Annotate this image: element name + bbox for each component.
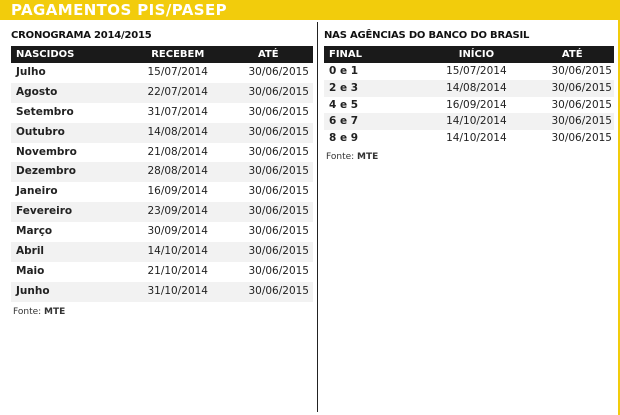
- cell-end: 30/06/2015: [248, 205, 309, 218]
- table-row: [11, 63, 313, 83]
- cell-month: Novembro: [16, 145, 77, 158]
- cell-start: 30/09/2014: [147, 225, 208, 238]
- cell-final: 2 e 3: [329, 81, 359, 94]
- bank-header-row: [324, 46, 614, 63]
- cell-end: 30/06/2015: [248, 185, 309, 198]
- table-row: [324, 97, 614, 114]
- bank-panel: [324, 29, 614, 162]
- table-row: [11, 162, 313, 182]
- table-row: [11, 83, 313, 103]
- schedule-panel: [11, 29, 313, 317]
- bank-caption: NAS AGÊNCIAS DO BANCO DO BRASIL: [324, 30, 530, 41]
- cell-end: 30/06/2015: [248, 125, 309, 138]
- source-label: Fonte:: [13, 306, 42, 317]
- cell-start: 23/09/2014: [147, 205, 208, 218]
- table-row: [11, 182, 313, 202]
- cell-final: 4 e 5: [329, 98, 359, 111]
- header-bar: [0, 0, 620, 20]
- cell-month: Março: [16, 225, 53, 238]
- source-label: Fonte:: [326, 151, 355, 162]
- schedule-header-row: [11, 46, 313, 63]
- cell-month: Outubro: [16, 125, 65, 138]
- cell-end: 30/06/2015: [248, 225, 309, 238]
- cell-start: 16/09/2014: [446, 98, 507, 111]
- source-value: MTE: [44, 306, 66, 317]
- col-recebem: RECEBEM: [151, 49, 205, 60]
- cell-month: Janeiro: [16, 185, 58, 198]
- table-row: [324, 80, 614, 97]
- table-row: [11, 103, 313, 123]
- bank-source: [324, 152, 614, 162]
- source-value: MTE: [357, 151, 379, 162]
- cell-end: 30/06/2015: [551, 65, 612, 77]
- cell-end: 30/06/2015: [551, 98, 612, 111]
- cell-month: Fevereiro: [16, 205, 73, 218]
- table-row: [11, 202, 313, 222]
- cell-end: 30/06/2015: [248, 145, 309, 158]
- cell-start: 14/08/2014: [147, 125, 208, 138]
- schedule-source: [11, 307, 313, 317]
- cell-start: 21/10/2014: [147, 264, 208, 277]
- table-row: [11, 143, 313, 163]
- col-final: FINAL: [329, 49, 363, 60]
- col-inicio: INÍCIO: [458, 49, 495, 60]
- table-row: [11, 262, 313, 282]
- schedule-body: [11, 63, 313, 302]
- cell-start: 14/10/2014: [446, 132, 507, 145]
- cell-end: 30/06/2015: [551, 132, 612, 145]
- col-ate: ATÉ: [561, 49, 583, 60]
- cell-end: 30/06/2015: [248, 245, 309, 258]
- cell-start: 28/08/2014: [147, 165, 208, 178]
- cell-start: 15/07/2014: [147, 66, 208, 78]
- cell-start: 31/07/2014: [147, 105, 208, 118]
- cell-start: 14/08/2014: [446, 81, 507, 94]
- column-divider: [317, 22, 318, 412]
- cell-final: 0 e 1: [329, 65, 359, 77]
- cell-final: 8 e 9: [329, 132, 359, 145]
- cell-end: 30/06/2015: [248, 165, 309, 178]
- cell-end: 30/06/2015: [248, 264, 309, 277]
- cell-final: 6 e 7: [329, 115, 359, 128]
- cell-start: 14/10/2014: [446, 115, 507, 128]
- cell-start: 31/10/2014: [147, 284, 208, 297]
- cell-month: Agosto: [16, 85, 58, 98]
- table-row: [324, 63, 614, 80]
- cell-start: 22/07/2014: [147, 85, 208, 98]
- cell-end: 30/06/2015: [551, 115, 612, 128]
- cell-month: Abril: [16, 245, 45, 258]
- table-row: [324, 130, 614, 147]
- cell-month: Julho: [16, 66, 46, 78]
- bank-body: [324, 63, 614, 147]
- table-row: [11, 282, 313, 302]
- table-row: [11, 242, 313, 262]
- cell-month: Setembro: [16, 105, 74, 118]
- col-ate: ATÉ: [257, 49, 279, 60]
- cell-month: Maio: [16, 264, 45, 277]
- cell-month: Dezembro: [16, 165, 76, 178]
- cell-end: 30/06/2015: [248, 105, 309, 118]
- table-row: [324, 113, 614, 130]
- cell-end: 30/06/2015: [248, 66, 309, 78]
- cell-start: 16/09/2014: [147, 185, 208, 198]
- page-title: PAGAMENTOS PIS/PASEP: [11, 1, 228, 19]
- cell-start: 15/07/2014: [446, 65, 507, 77]
- cell-month: Junho: [16, 284, 50, 297]
- cell-start: 21/08/2014: [147, 145, 208, 158]
- table-row: [11, 123, 313, 143]
- cell-end: 30/06/2015: [248, 85, 309, 98]
- cell-end: 30/06/2015: [551, 81, 612, 94]
- cell-start: 14/10/2014: [147, 245, 208, 258]
- schedule-caption: CRONOGRAMA 2014/2015: [11, 30, 152, 41]
- col-nascidos: NASCIDOS: [16, 49, 75, 60]
- cell-end: 30/06/2015: [248, 284, 309, 297]
- table-row: [11, 222, 313, 242]
